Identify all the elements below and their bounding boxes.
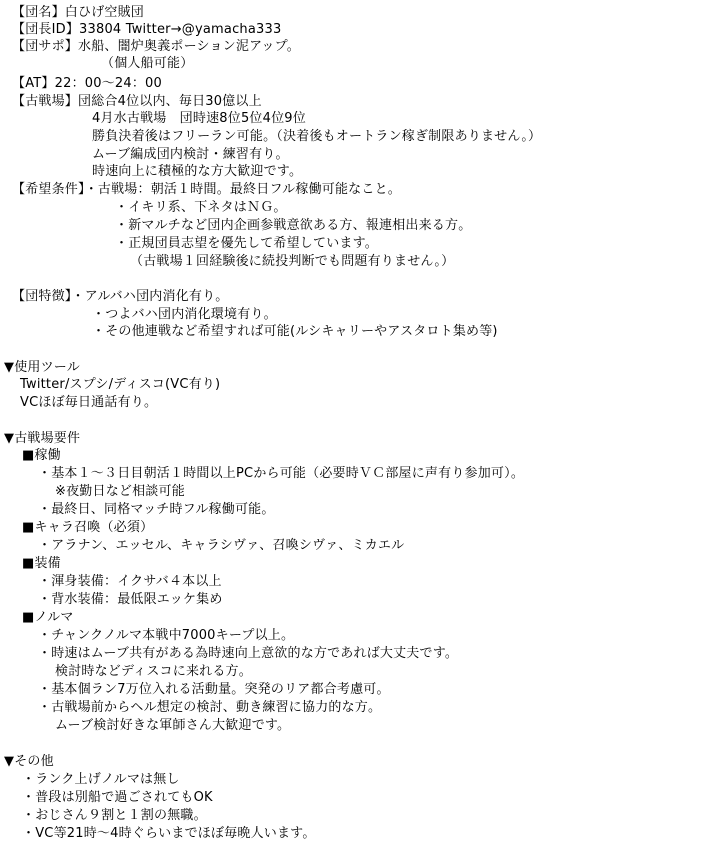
text-line: ・最終日、同格マッチ時フル稼働可能。 (38, 502, 275, 517)
text-line: ・新マルチなど団内企画参戦意欲ある方、報連相出来る方。 (115, 218, 472, 233)
text-line: VCほぼ毎日通話有り。 (20, 395, 158, 410)
text-line: ・その他連戦など希望すれば可能(ルシキャリーやアスタロト集め等) (92, 324, 498, 339)
section-heading: ▼古戦場要件 (4, 431, 81, 446)
text-line: 【団特徴】・アルバハ団内消化有り。 (12, 289, 229, 304)
text-line: ・普段は別船で過ごされてもOK (22, 790, 213, 805)
subsection-heading: ■装備 (22, 556, 61, 571)
text-line: 時速向上に積極的な方大歓迎です。 (92, 164, 303, 179)
text-line: ・背水装備：最低限エッケ集め (38, 592, 223, 607)
text-line: ムーブ編成団内検討・練習有り。 (92, 147, 289, 162)
text-line: ・アラナン、エッセル、キャラシヴァ、召喚シヴァ、ミカエル (38, 538, 405, 553)
text-line: （古戦場１回経験後に続投判断でも問題有りません。） (130, 254, 455, 269)
text-line: 【団名】白ひげ空賊団 (12, 5, 145, 20)
text-line: ・渾身装備：イクサバ４本以上 (38, 574, 222, 589)
text-line: 【AT】22：00～24：00 (12, 76, 162, 91)
text-line: ※夜勤日など相談可能 (55, 484, 185, 499)
text-line: ・VC等21時～4時ぐらいまでほぼ毎晩人います。 (22, 826, 316, 841)
section-heading: ▼使用ツール (4, 360, 80, 375)
text-line: 検討時などディスコに来れる方。 (55, 664, 252, 679)
text-line: ・時速はムーブ共有がある為時速向上意欲的な方であれば大丈夫です。 (38, 646, 459, 661)
text-line: Twitter/スプシ/ディスコ(VC有り) (20, 377, 221, 392)
subsection-heading: ■ノルマ (22, 610, 74, 625)
text-line: ・イキリ系、下ネタはＮＧ。 (115, 200, 287, 215)
text-line: ・基本個ラン7万位入れる活動量。突発のリア都合考慮可。 (38, 682, 390, 697)
text-line: ・古戦場前からヘル想定の検討、動き練習に協力的な方。 (38, 700, 382, 715)
text-line: ・ランク上げノルマは無し (22, 772, 180, 787)
text-line: 勝負決着後はフリーラン可能。（決着後もオートラン稼ぎ制限ありません。） (92, 129, 542, 144)
text-line: ・正規団員志望を優先して希望しています。 (115, 236, 378, 251)
text-line: 【古戦場】団総合4位以内、毎日30億以上 (12, 94, 262, 109)
text-line: ・おじさん９割と１割の無職。 (22, 808, 207, 823)
text-line: 【団サポ】水船、闇炉奥義ポーション泥アップ。 (12, 39, 300, 54)
text-line: ・基本１～３日目朝活１時間以上PCから可能（必要時ＶＣ部屋に声有り参加可）。 (38, 466, 525, 481)
text-line: ・つよバハ団内消化環境有り。 (92, 307, 277, 322)
subsection-heading: ■キャラ召喚（必須） (22, 520, 154, 535)
text-line: 【団長ID】33804 Twitter→@yamacha333 (12, 22, 282, 37)
text-line: 4月水古戦場 団時速8位5位4位9位 (92, 111, 306, 126)
text-line: 【希望条件】・古戦場：朝活１時間。最終日フル稼働可能なこと。 (12, 182, 401, 197)
section-heading: ▼その他 (4, 754, 54, 769)
text-line: ・チャンクノルマ本戦中7000キープ以上。 (38, 628, 295, 643)
text-line: （個人船可能） (101, 56, 194, 71)
subsection-heading: ■稼働 (22, 448, 61, 463)
text-line: ムーブ検討好きな軍師さん大歓迎です。 (55, 718, 291, 733)
